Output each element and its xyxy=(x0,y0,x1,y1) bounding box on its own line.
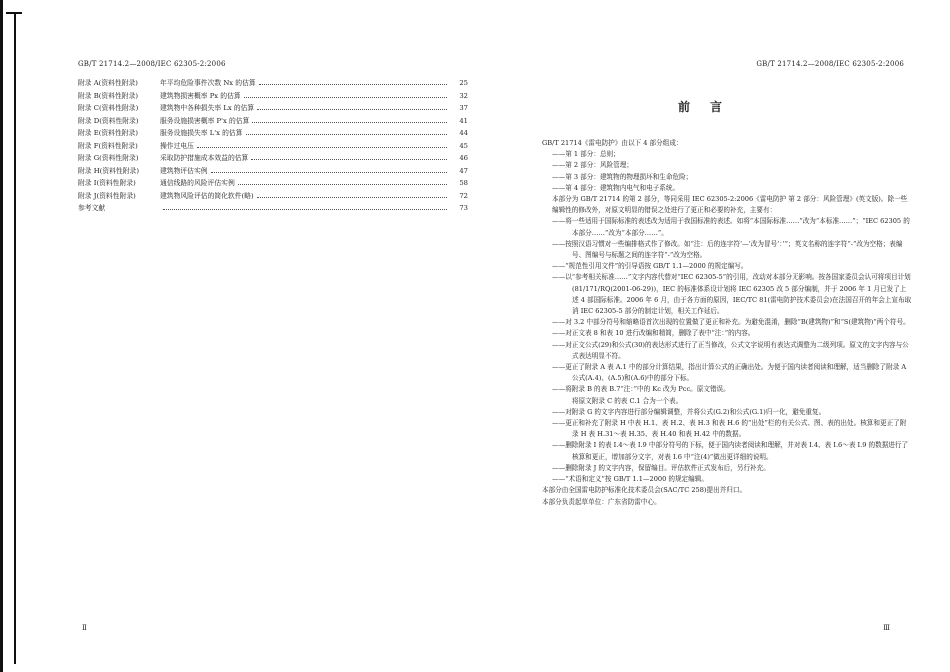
binding-edge xyxy=(0,0,3,672)
toc-title: 通信线路的风险评估实例 xyxy=(160,179,235,187)
toc-leader-dots xyxy=(246,134,447,135)
foreword-paragraph: 本部分由全国雷电防护标准化技术委员会(SAC/TC 258)提出并归口。 xyxy=(542,486,747,495)
foreword-paragraph: ——第 4 部分：建筑物内电气和电子系统。 xyxy=(552,183,680,192)
toc-entry xyxy=(78,77,468,90)
right-page xyxy=(480,0,940,672)
foreword-paragraph: ——更正和补充了附录 H 中表 H.1、表 H.2、表 H.3 和表 H.6 的“出处”栏的有关公式、图、表的出处。核算和更正了附录 H 表 H.31～表 H.35、表 H.40 和表 H.42 中的数据。 xyxy=(552,419,907,439)
toc-annex-label: 附录 G(资料性附录) xyxy=(78,154,139,162)
foreword-paragraph: ——对正文公式(29)和公式(30)的表达形式进行了正当修改，公式文字说明有表达式调整为二级列项。原文的文字内容与公式表达明显不符。 xyxy=(552,340,909,360)
toc-entry xyxy=(78,165,468,178)
toc-entry xyxy=(78,90,468,103)
foreword-paragraph: 本部分为 GB/T 21714 的第 2 部分，等同采用 IEC 62305-2:2006《雷电防护 第 2 部分：风险管理》(英文版)。除一些编辑性的修改外，对原文明显的错误之处进行了更正和必要的补充，主要有： xyxy=(552,195,908,215)
toc-page-number: 25 xyxy=(459,79,468,87)
foreword-paragraph: ——对附录 G 的文字内容进行部分编辑调整，并将公式(G.2)和公式(G.1)归一化，避免重复。 xyxy=(552,407,826,416)
toc-leader-dots xyxy=(238,184,447,185)
toc-leader-dots xyxy=(251,159,447,160)
foreword-paragraph: ——第 3 部分：建筑物的物理损坏和生命危险； xyxy=(552,172,693,181)
toc-page-number: 47 xyxy=(459,166,468,175)
toc-entry xyxy=(78,102,468,115)
toc-title: 建筑物评估实例 xyxy=(160,166,208,175)
foreword-paragraph: ——更正了附录 A 表 A.1 中的部分计算结果，指出计算公式的正确出处。为便于国内读者阅读和理解，适当删除了附录 A 公式(A.4)、(A.5)和(A.6)中的部分下标。 xyxy=(552,363,907,383)
toc-title: 建筑物损害概率 Px 的估算 xyxy=(160,91,241,100)
foreword-body xyxy=(542,138,912,508)
toc-page-number: 46 xyxy=(459,154,468,162)
toc-title: 建筑物中各种损失率 Lx 的估算 xyxy=(160,104,255,112)
toc-page-number: 73 xyxy=(459,204,468,212)
toc-entry xyxy=(78,177,468,190)
toc-annex-label: 附录 C(资料性附录) xyxy=(78,104,139,112)
toc-title: 采取防护措施成本效益的估算 xyxy=(160,154,249,162)
foreword-paragraph: ——对 3.2 中部分符号和缩略语首次出现的位置做了更正和补充。为避免混淆，删除“B(建筑物)”和“S(建筑物)”两个符号。 xyxy=(552,318,910,327)
foreword-paragraph: ——“规范性引用文件”的引导语按 GB/T 1.1—2000 的规定编写。 xyxy=(552,262,748,271)
toc-leader-dots xyxy=(197,147,447,148)
foreword-paragraph: 将原文附录 C 的表 C.1 合为一个表。 xyxy=(572,396,683,405)
toc-entry xyxy=(78,202,468,215)
toc-page-number: 44 xyxy=(459,129,468,137)
foreword-paragraph: ——以“参考相关标准……”文字内容代替对“IEC 62305-5”的引用，改动对本部分无影响。按各国家委员会认可将项目计划(81/171/RQ(2001-06-29))，IEC 的标准体系设计划将 IEC 62305 改 5 部分编制，并于 2006 年 1 月已发了上述 4 部国际标准。2006 年 6 月，由于各方面的原因，IEC/TC 81(雷电防护技术委员会)在法国召开的年会上宣布取消 IEC 62305-5 部分的制定计划，相关工作延后。 xyxy=(552,273,912,316)
foreword-paragraph: ——按照汉语习惯对一些编排格式作了修改。如“注：后的连字符‘—’改为冒号‘：’”；英文名称的连字符“-”改为空格；表编号、图编号与标题之间的连字符“-”改为空格。 xyxy=(552,239,903,260)
toc-entry xyxy=(78,152,468,165)
foreword-paragraph: ——将一些适用于国际标准的表述改为适用于我国标准的表述。如将“本国际标准……”改为“本标准……”；“IEC 62305 的本部分……”改为“本部分……”。 xyxy=(552,217,910,237)
toc-page-number: 45 xyxy=(459,141,468,150)
binding-margin xyxy=(0,0,8,672)
foreword-paragraph: ——对正文表 8 和表 10 进行改编和精简，删除了表中“注：”的内容。 xyxy=(552,329,755,338)
toc-entry xyxy=(78,127,468,140)
table-of-contents xyxy=(78,77,468,215)
toc-leader-dots xyxy=(252,122,447,123)
foreword-title: 前言 xyxy=(677,100,742,114)
toc-title: 年平均危险事件次数 Nx 的估算 xyxy=(160,79,256,87)
toc-title: 服务设施损害概率 P'x 的估算 xyxy=(160,116,250,125)
toc-leader-dots xyxy=(259,84,447,85)
toc-leader-dots xyxy=(163,209,447,210)
toc-annex-label: 附录 E(资料性附录) xyxy=(78,129,139,137)
toc-annex-label: 附录 I(资料性附录) xyxy=(78,179,136,187)
toc-entry xyxy=(78,190,468,203)
binding-line xyxy=(14,12,16,664)
toc-annex-label: 附录 J(资料性附录) xyxy=(78,191,136,200)
toc-entry xyxy=(78,115,468,128)
toc-leader-dots xyxy=(257,109,447,110)
toc-annex-label: 附录 B(资料性附录) xyxy=(78,91,139,100)
foreword-paragraph: ——删除附录 I 的表 I.4～表 I.9 中部分符号的下标，便于国内读者阅读和理解，并对表 I.4、表 I.6～表 I.9 的数据进行了核算和更正，增加部分文字，对表 I.6 中“注(4)”做出更详细的说明。 xyxy=(552,441,909,461)
toc-annex-label: 附录 H(资料性附录) xyxy=(78,166,139,175)
toc-annex-label: 附录 F(资料性附录) xyxy=(78,141,138,150)
foreword-paragraph: ——删除附录 J 的文字内容，保留编目。评估软件正式发布后，另行补充。 xyxy=(552,463,770,472)
toc-title: 建筑物风险评估的简化软件(略) xyxy=(160,191,254,200)
toc-page-number: 37 xyxy=(459,104,468,112)
page-number-left: Ⅱ xyxy=(82,624,87,632)
foreword-paragraph: ——“术语和定义”按 GB/T 1.1—2000 的规定编辑。 xyxy=(552,475,708,484)
toc-annex-label: 附录 D(资料性附录) xyxy=(78,116,139,125)
running-head-right: GB/T 21714.2—2008/IEC 62305-2:2006 xyxy=(756,60,904,68)
toc-page-number: 32 xyxy=(459,91,468,100)
toc-page-number: 41 xyxy=(459,116,468,125)
toc-leader-dots xyxy=(211,172,447,173)
toc-leader-dots xyxy=(257,197,447,198)
foreword-paragraph: GB/T 21714《雷电防护》由以下 4 部分组成： xyxy=(542,139,683,147)
foreword-paragraph: ——第 1 部分：总则； xyxy=(552,150,620,159)
toc-annex-label: 附录 A(资料性附录) xyxy=(78,79,138,87)
left-page xyxy=(20,0,468,672)
foreword-paragraph: 本部分负责起草单位：广东省防雷中心。 xyxy=(542,497,661,506)
toc-title: 操作过电压 xyxy=(160,141,194,150)
running-head-left: GB/T 21714.2—2008/IEC 62305-2:2006 xyxy=(78,60,226,68)
toc-title: 服务设施损失率 L'x 的估算 xyxy=(160,129,243,137)
toc-page-number: 58 xyxy=(459,179,468,187)
toc-leader-dots xyxy=(244,97,447,98)
toc-annex-label: 参考文献 xyxy=(78,204,106,212)
toc-page-number: 72 xyxy=(459,191,468,200)
foreword-paragraph: ——第 2 部分：风险管理； xyxy=(552,161,633,170)
page-number-right: Ⅲ xyxy=(883,624,890,632)
foreword-paragraph: ——将附录 B 的表 B.7“注：”中的 Kc 改为 Pcc。原文错误。 xyxy=(552,385,730,394)
toc-entry xyxy=(78,140,468,153)
